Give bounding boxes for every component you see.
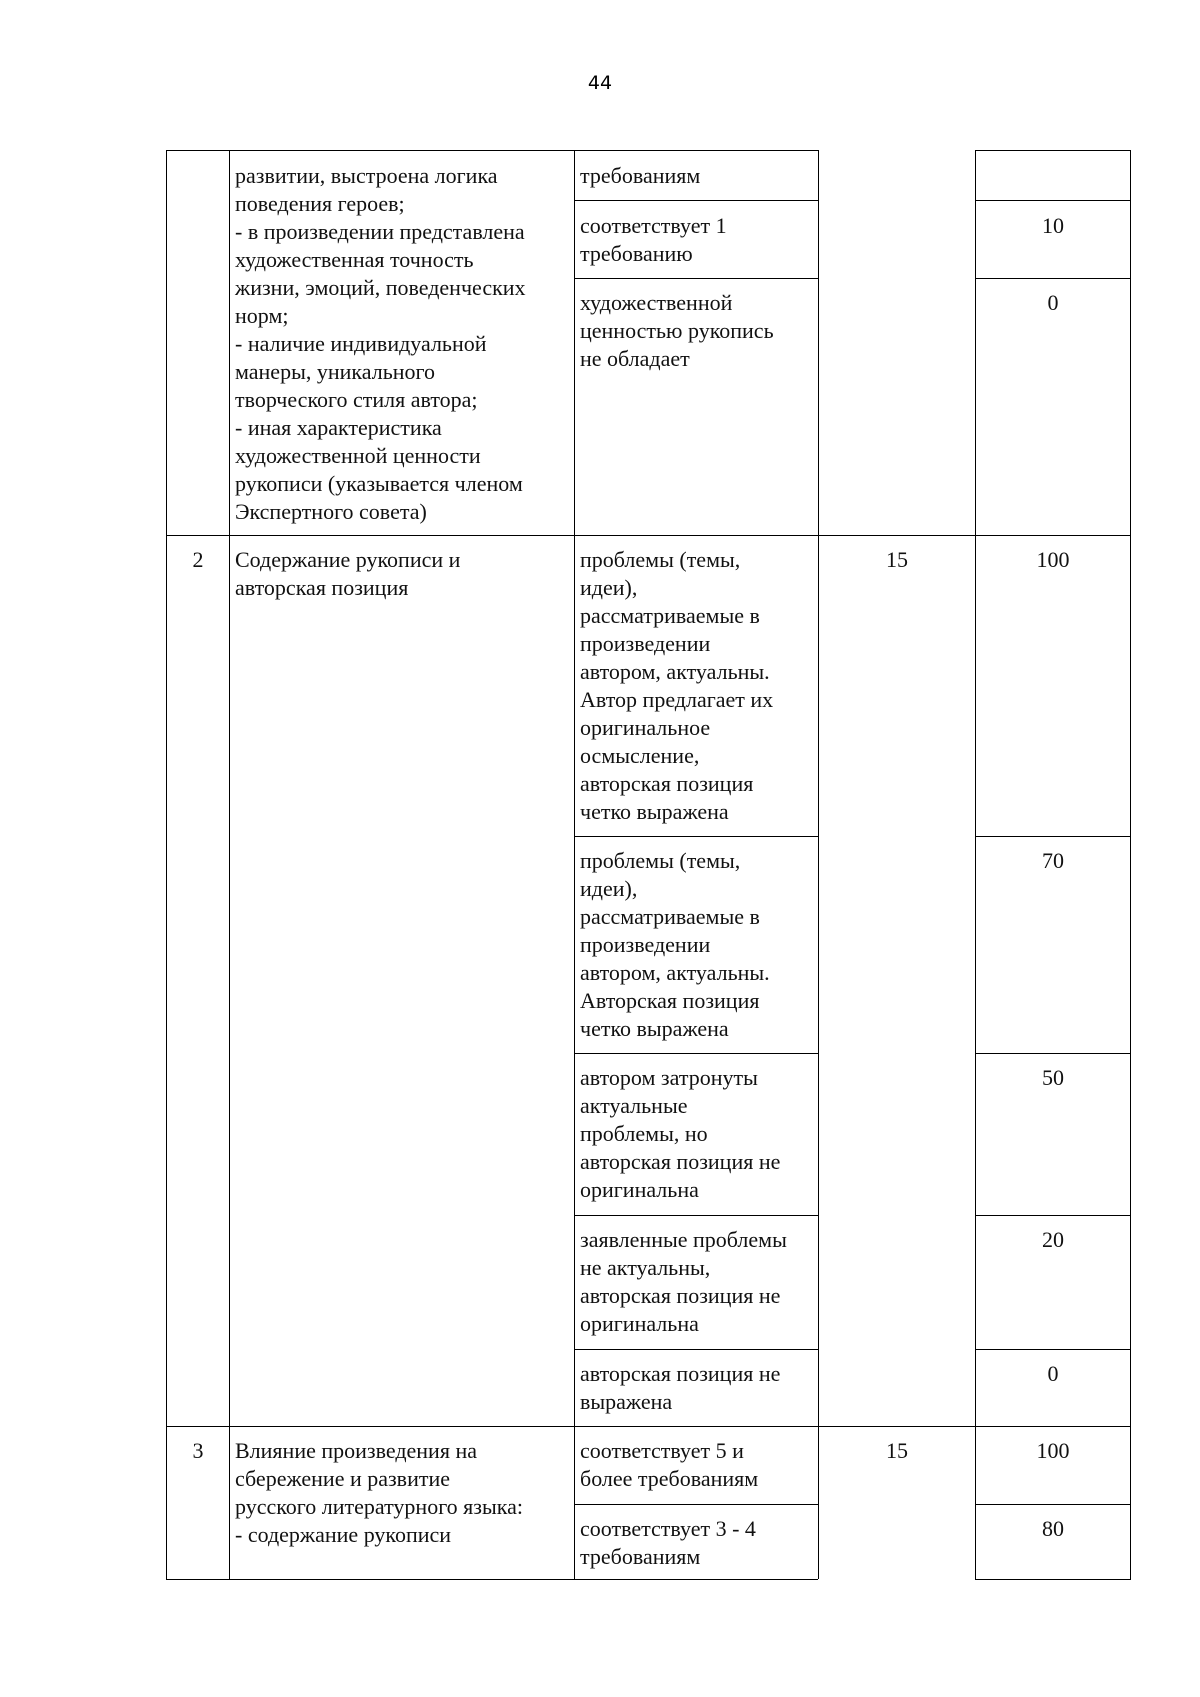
table-border-right: [1130, 150, 1131, 1579]
level-text: соответствует 1 требованию: [580, 213, 727, 266]
score-value: 100: [1036, 1438, 1070, 1463]
level-text: соответствует 5 и более требованиям: [580, 1438, 759, 1491]
row-divider: [975, 836, 1131, 837]
table-border-criterion: [574, 150, 575, 1579]
row-divider: [574, 1053, 819, 1054]
table-border-top: [166, 150, 818, 151]
table-border-left: [166, 150, 167, 1579]
row-divider: [574, 1504, 819, 1505]
level-text: проблемы (темы, идеи), рассматриваемые в произведении автором, актуальны. Авторская позиция четко выражена: [580, 848, 770, 1041]
row-divider: [574, 200, 819, 201]
score-value: 0: [1047, 1361, 1059, 1386]
row-divider: [975, 1349, 1131, 1350]
table-border-bottom-score: [975, 1579, 1131, 1580]
row-divider: [975, 200, 1131, 201]
row-divider: [574, 278, 819, 279]
criterion-number: 2: [192, 547, 204, 572]
weight-value: 15: [886, 547, 908, 572]
level-text: заявленные проблемы не актуальны, авторская позиция не оригинальна: [580, 1227, 787, 1336]
row-divider: [975, 1053, 1131, 1054]
score-value: 70: [1042, 848, 1064, 873]
level-text: авторская позиция не выражена: [580, 1361, 781, 1414]
table-border-bottom: [166, 1579, 818, 1580]
table-border-top-score: [975, 150, 1131, 151]
score-value: 10: [1042, 213, 1064, 238]
level-text: художественной ценностью рукопись не обладает: [580, 290, 774, 371]
level-text: требованиям: [580, 163, 701, 188]
level-text: соответствует 3 - 4 требованиям: [580, 1516, 756, 1569]
row-divider: [166, 1426, 1131, 1427]
weight-value: 15: [886, 1438, 908, 1463]
level-text: проблемы (темы, идеи), рассматриваемые в произведении автором, актуальны. Автор предлагает их оригинальное осмысление, авторская позиция четко выражена: [580, 547, 774, 824]
row-divider: [975, 1215, 1131, 1216]
row-divider: [574, 836, 819, 837]
criterion-number: 3: [192, 1438, 204, 1463]
score-value: 80: [1042, 1516, 1064, 1541]
score-value: 20: [1042, 1227, 1064, 1252]
criterion-text: Содержание рукописи и авторская позиция: [235, 547, 461, 600]
table-border-num: [229, 150, 230, 1579]
row-divider: [166, 535, 1131, 536]
table-border-level: [818, 150, 819, 1579]
score-value: 50: [1042, 1065, 1064, 1090]
row-divider: [975, 1504, 1131, 1505]
page-number: 44: [587, 72, 613, 94]
score-value: 0: [1047, 290, 1059, 315]
row-divider: [574, 1215, 819, 1216]
criterion-text: развитии, выстроена логика поведения героев; - в произведении представлена художественная точность жизни, эмоций, поведенческих норм; - наличие индивидуальной манеры, уникального творческого стиля автора; - иная характеристика художественной ценности рукописи (указывается членом Экспертного совета): [235, 163, 526, 524]
level-text: автором затронуты актуальные проблемы, но авторская позиция не оригинальна: [580, 1065, 781, 1202]
criterion-text: Влияние произведения на сбережение и развитие русского литературного языка: - содержание рукописи: [235, 1438, 524, 1547]
row-divider: [975, 278, 1131, 279]
score-value: 100: [1036, 547, 1070, 572]
row-divider: [574, 1349, 819, 1350]
